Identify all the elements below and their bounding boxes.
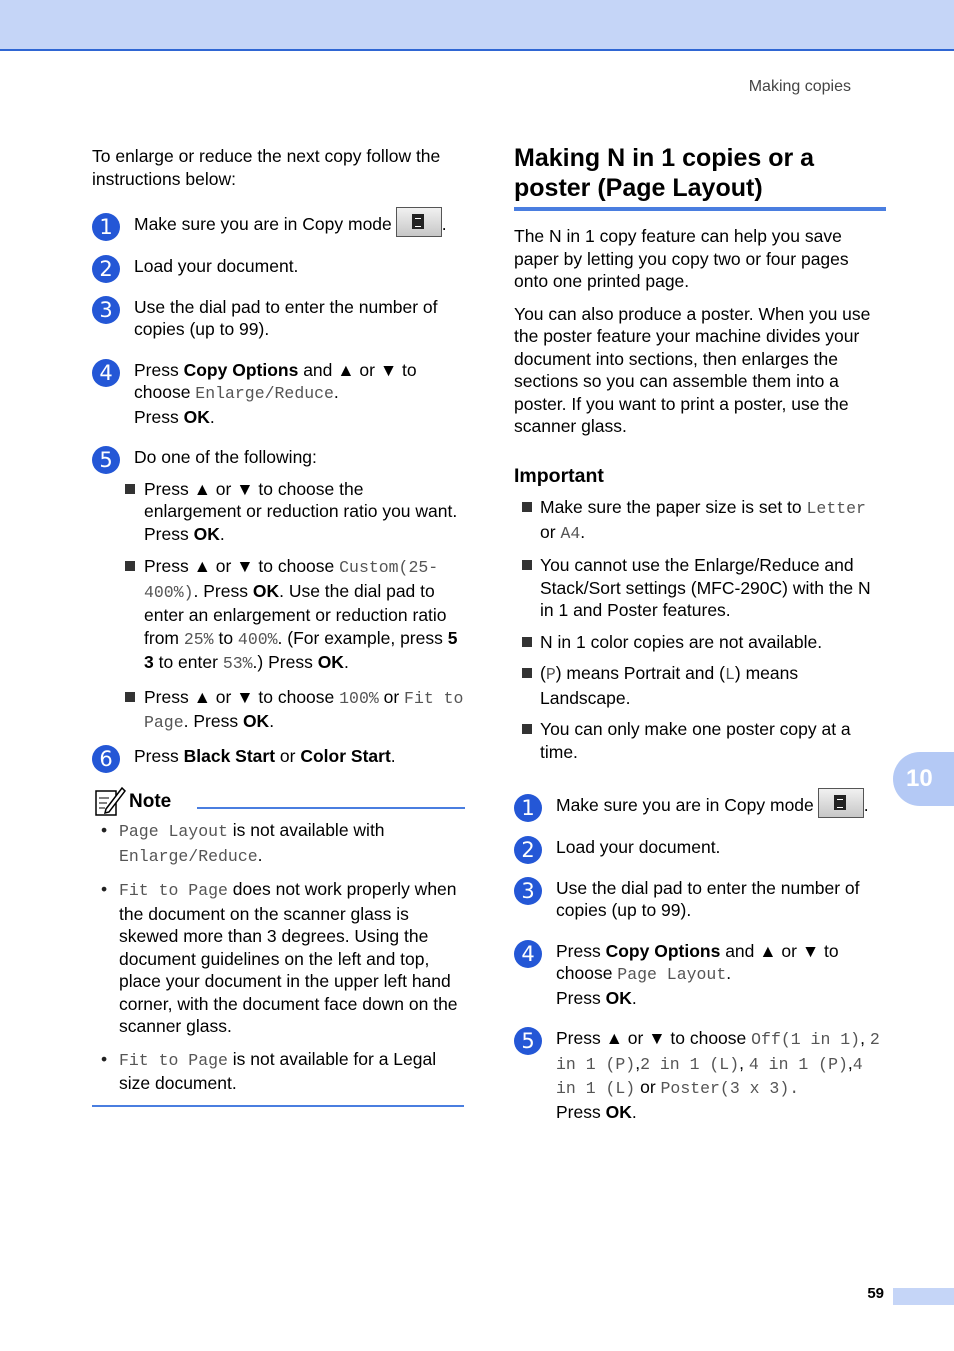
note-pencil-icon — [94, 785, 126, 817]
paragraph: You can also produce a poster. When you use the poster feature your machine divides your document into sections, then enlarges the sections so you can assemble them into a poster. If you want to print a poster, use the scanner glass. — [514, 303, 871, 436]
step-1: 1 Make sure you are in Copy mode . — [514, 794, 886, 818]
footer-band — [893, 1288, 954, 1305]
step-3 — [514, 877, 886, 922]
step-number: 3 — [514, 877, 542, 905]
step-text: Do one of the following: — [134, 447, 317, 468]
step-5 — [92, 446, 464, 735]
step-number: 2 — [514, 836, 542, 864]
note-label: Note — [129, 791, 172, 813]
note-bottom-divider — [92, 1105, 464, 1107]
running-title: Making copies — [748, 78, 851, 95]
important-item: You cannot use the Enlarge/Reduce and Stack/Sort settings (MFC-290C) with the N in 1 and Poster features. — [514, 554, 886, 622]
step-text: Press OK. — [556, 987, 637, 1008]
step-4 — [92, 359, 464, 429]
sub-option: Press ▲ or ▼ to choose the enlargement or reduction ratio you want. Press OK. — [118, 478, 464, 546]
heading-rule — [514, 207, 886, 211]
left-column — [92, 145, 464, 1107]
important-item: (P) means Portrait and (L) means Landscape. — [514, 662, 886, 709]
step-number: 3 — [92, 296, 120, 324]
step-text: Use the dial pad to enter the number of copies (up to 99). — [134, 296, 438, 340]
step-number: 1 — [514, 794, 542, 822]
paragraph: The N in 1 copy feature can help you save paper by letting you copy two or four pages onto one printed page. — [514, 226, 849, 291]
step-text: Load your document. — [134, 256, 299, 277]
note-item: • Fit to Page is not available for a Legal size document. — [92, 1048, 464, 1095]
right-column — [514, 143, 886, 1141]
copy-mode-key-icon — [396, 207, 442, 237]
step-text: Press Black Start or Color Start. — [134, 745, 396, 766]
intro-text: To enlarge or reduce the next copy follow the instructions below: — [92, 146, 441, 189]
sub-option: Press ▲ or ▼ to choose Custom(25-400%). Press OK. Use the dial pad to enter an enlargement or reduction ratio from 25% to 400%. (For example, press 5 3 to enter 53%.) Press OK. — [118, 555, 464, 676]
note-divider — [197, 807, 465, 809]
chapter-tab: 10 — [893, 752, 954, 806]
step-number: 2 — [92, 255, 120, 283]
step-number: 5 — [514, 1027, 542, 1055]
step-number: 4 — [92, 359, 120, 387]
step-3 — [92, 296, 464, 341]
page-number: 59 — [867, 1285, 884, 1302]
step-text: Press ▲ or ▼ to choose Off(1 in 1), 2 in 1 (P),2 in 1 (L), 4 in 1 (P),4 in 1 (L) or Poster(3 x 3). — [556, 1028, 880, 1099]
step-text: Make sure you are in Copy mode — [556, 795, 814, 815]
step-text: Press Copy Options and ▲ or ▼ to choose Page Layout. — [556, 940, 839, 985]
step-text: Press OK. — [556, 1101, 637, 1122]
step-text: Press OK. — [134, 406, 215, 427]
step-number: 1 — [92, 213, 120, 241]
step-text: Use the dial pad to enter the number of copies (up to 99). — [556, 877, 860, 921]
step-6 — [92, 745, 464, 771]
step-text: Load your document. — [556, 837, 721, 858]
step-number: 5 — [92, 446, 120, 474]
important-item: Make sure the paper size is set to Letter or A4. — [514, 496, 886, 545]
step-5 — [514, 1027, 886, 1123]
sub-option: Press ▲ or ▼ to choose 100% or Fit to Page. Press OK. — [118, 686, 464, 735]
note-header — [92, 785, 464, 819]
note-item: • Fit to Page does not work properly when the document on the scanner glass is skewed more than 3 degrees. Using the document guidelines on the left and top, place your document in the upper left hand corner, with the document face down on the scanner glass. — [92, 878, 464, 1038]
step-text: Make sure you are in Copy mode — [134, 214, 392, 234]
step-number: 4 — [514, 940, 542, 968]
header-band — [0, 0, 954, 51]
step-1: 1 Make sure you are in Copy mode . — [92, 213, 464, 237]
step-number: 6 — [92, 745, 120, 773]
important-heading: Important — [514, 464, 604, 487]
important-item: N in 1 color copies are not available. — [514, 631, 886, 654]
step-text: Press Copy Options and ▲ or ▼ to choose Enlarge/Reduce. — [134, 359, 417, 404]
important-item: You can only make one poster copy at a time. — [514, 718, 886, 763]
step-2 — [514, 836, 886, 863]
copy-mode-key-icon — [818, 788, 864, 818]
step-4 — [514, 940, 886, 1010]
section-heading: Making N in 1 copies or a poster (Page Layout) — [514, 144, 815, 202]
step-2 — [92, 255, 464, 282]
note-item: • Page Layout is not available with Enlarge/Reduce. — [92, 819, 464, 868]
